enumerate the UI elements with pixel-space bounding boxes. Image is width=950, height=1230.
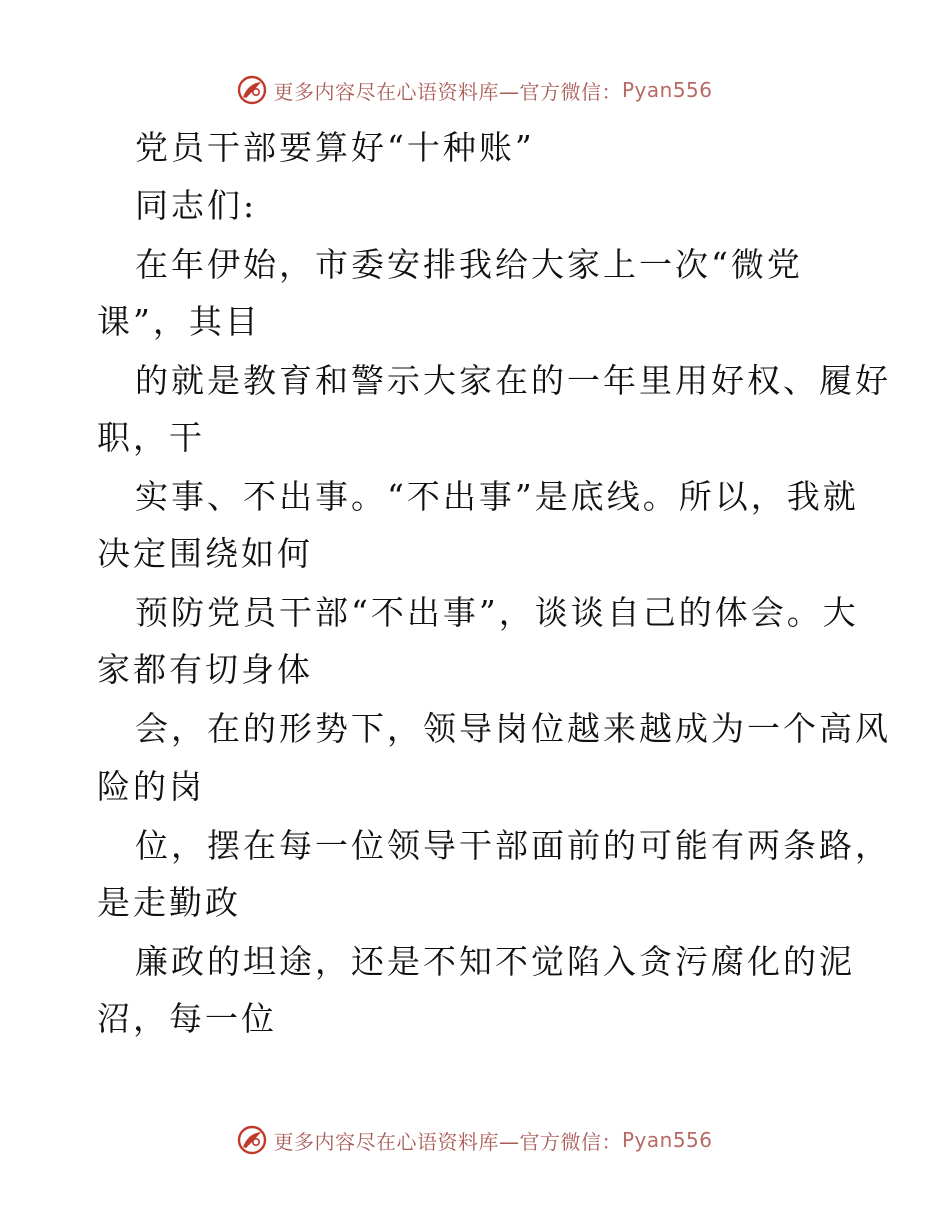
paragraph-line: 会，在的形势下，领导岗位越来越成为一个高风 [135, 709, 891, 748]
paragraph-line: 的就是教育和警示大家在的一年里用好权、履好 [135, 361, 891, 400]
paragraph-line: 位，摆在每一位领导干部面前的可能有两条路， [135, 826, 891, 865]
banner-wechat-id: Pyan556 [621, 1128, 713, 1152]
footer-banner [0, 1120, 950, 1160]
banner-wechat-id: Pyan556 [621, 78, 713, 102]
paragraph-line: 是走勤政 [97, 883, 241, 922]
paragraph-line: 实事、不出事。“不出事”是底线。所以，我就 [135, 477, 859, 516]
banner-text: 更多内容尽在心语资料库—官方微信： [273, 1129, 622, 1154]
paragraph-line: 决定围绕如何 [97, 534, 313, 573]
banner-text: 更多内容尽在心语资料库—官方微信： [273, 79, 622, 104]
paragraph-line: 廉政的坦途，还是不知不觉陷入贪污腐化的泥 [135, 942, 855, 981]
paragraph-line: 家都有切身体 [97, 650, 313, 689]
document-title: 党员干部要算好“十种账” [135, 128, 535, 167]
paragraph-line: 沼，每一位 [97, 999, 277, 1038]
paragraph-line: 险的岗 [97, 767, 205, 806]
paragraph-line: 职，干 [97, 418, 205, 457]
salutation: 同志们: [135, 186, 258, 225]
paragraph-line: 课”，其目 [97, 302, 261, 341]
logo-icon [237, 1125, 267, 1155]
paragraph-line: 在年伊始，市委安排我给大家上一次“微党 [135, 245, 803, 284]
paragraph-line: 预防党员干部“不出事”，谈谈自己的体会。大 [135, 593, 859, 632]
